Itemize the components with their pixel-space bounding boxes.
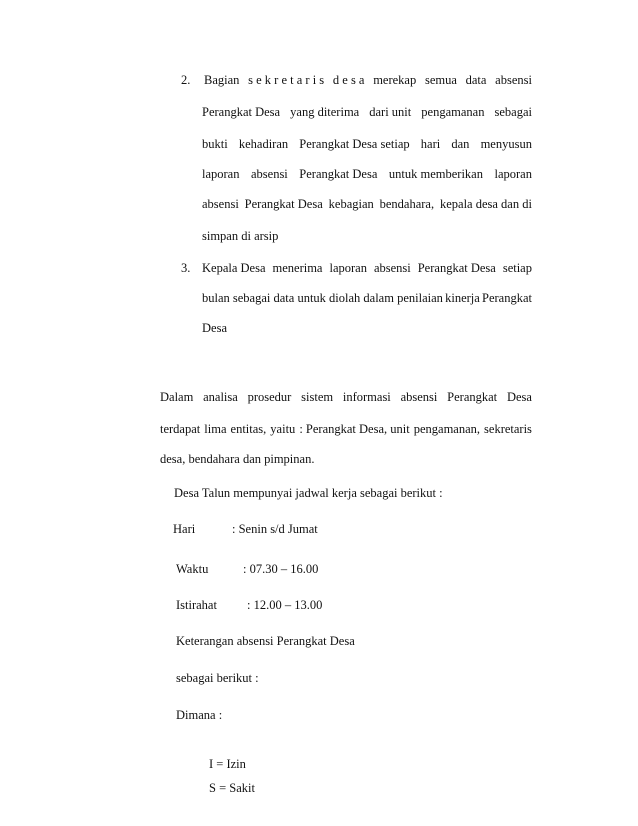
text-fragment: Perangkat <box>447 390 498 404</box>
text-fragment: bendahara, <box>379 197 435 211</box>
text-fragment: Perangkat <box>482 291 532 305</box>
text-fragment: menyusun <box>480 137 532 151</box>
legend-izin: I = Izin <box>209 757 246 771</box>
schedule-label-istirahat: Istirahat <box>176 598 217 612</box>
schedule-value-istirahat: : 12.00 – 13.00 <box>247 598 323 612</box>
text-fragment: yaitu <box>270 422 296 436</box>
item-3-line-1 <box>202 260 532 276</box>
item-2-line-4 <box>202 166 532 182</box>
schedule-label-hari: Hari <box>173 522 196 536</box>
item-2-line-2 <box>202 104 532 120</box>
text-fragment: bulan sebagai data untuk diolah dalam penilaian <box>202 291 443 305</box>
text-fragment: menerima <box>272 261 323 275</box>
item-2-line-6: simpan di arsip <box>202 229 279 243</box>
text-fragment: absensi <box>202 197 239 211</box>
text-fragment: kinerja <box>445 291 480 305</box>
text-fragment: Perangkat Desa <box>202 105 281 119</box>
text-fragment: laporan <box>329 261 367 275</box>
text-fragment: informasi <box>342 390 391 404</box>
text-fragment: absensi <box>400 390 438 404</box>
text-fragment: bukti <box>202 137 228 151</box>
notes-line-1: Keterangan absensi Perangkat Desa <box>176 634 355 648</box>
text-fragment: absensi <box>250 167 288 181</box>
text-fragment: Perangkat Desa <box>417 261 496 275</box>
text-fragment: sistem <box>301 390 334 404</box>
text-fragment: untuk memberikan <box>388 167 483 181</box>
text-fragment: dari unit <box>369 105 412 119</box>
text-fragment: terdapat <box>160 422 201 436</box>
text-fragment: Perangkat Desa <box>244 197 323 211</box>
text-fragment: laporan <box>202 167 240 181</box>
text-fragment: Desa <box>506 390 532 404</box>
text-fragment: analisa <box>203 390 238 404</box>
text-fragment: lima <box>204 422 227 436</box>
item-3-line-3: Desa <box>202 321 227 335</box>
paragraph-line-2 <box>160 421 532 437</box>
text-fragment: d e s a <box>332 73 365 87</box>
text-fragment: pengamanan <box>421 105 485 119</box>
notes-line-2: sebagai berikut : <box>176 671 259 685</box>
schedule-value-hari: : Senin s/d Jumat <box>232 522 318 536</box>
text-fragment: Kepala Desa <box>202 261 266 275</box>
text-fragment: prosedur <box>247 390 292 404</box>
text-fragment: laporan <box>494 167 532 181</box>
item-2-line-5 <box>202 196 532 212</box>
text-fragment: semua <box>424 73 457 87</box>
text-fragment: Perangkat Desa <box>299 167 378 181</box>
text-fragment: sekretaris <box>484 422 532 436</box>
text-fragment: sebagai <box>494 105 532 119</box>
schedule-label-waktu: Waktu <box>176 562 209 576</box>
text-fragment: Bagian <box>204 73 240 87</box>
item-2-line-3 <box>202 136 532 152</box>
item-2-line-1 <box>204 72 532 88</box>
text-fragment: Dalam <box>160 390 194 404</box>
text-fragment: merekap <box>373 73 417 87</box>
text-fragment: hari <box>420 137 441 151</box>
text-fragment: yang diterima <box>290 105 360 119</box>
paragraph-line-1 <box>160 389 532 405</box>
text-fragment: absensi <box>373 261 411 275</box>
text-fragment: absensi <box>495 73 532 87</box>
text-fragment: kebagian <box>328 197 374 211</box>
notes-line-3: Dimana : <box>176 708 223 722</box>
text-fragment: kepala desa dan di <box>439 197 532 211</box>
schedule-value-waktu: : 07.30 – 16.00 <box>243 562 319 576</box>
schedule-intro: Desa Talun mempunyai jadwal kerja sebagai berikut : <box>174 486 443 500</box>
text-fragment: : Perangkat Desa, unit <box>299 422 410 436</box>
text-fragment: setiap <box>502 261 532 275</box>
legend-sakit: S = Sakit <box>209 781 255 795</box>
list-number-2: 2. <box>181 73 191 87</box>
text-fragment: entitas, <box>230 422 267 436</box>
text-fragment: s e k r e t a r i s <box>248 73 325 87</box>
text-fragment: pengamanan, <box>413 422 481 436</box>
text-fragment: data <box>465 73 487 87</box>
item-3-line-2 <box>202 290 532 306</box>
text-fragment: Perangkat Desa setiap <box>299 137 410 151</box>
paragraph-line-3: desa, bendahara dan pimpinan. <box>160 452 315 466</box>
list-number-3: 3. <box>181 261 191 275</box>
text-fragment: kehadiran <box>238 137 289 151</box>
text-fragment: dan <box>451 137 470 151</box>
